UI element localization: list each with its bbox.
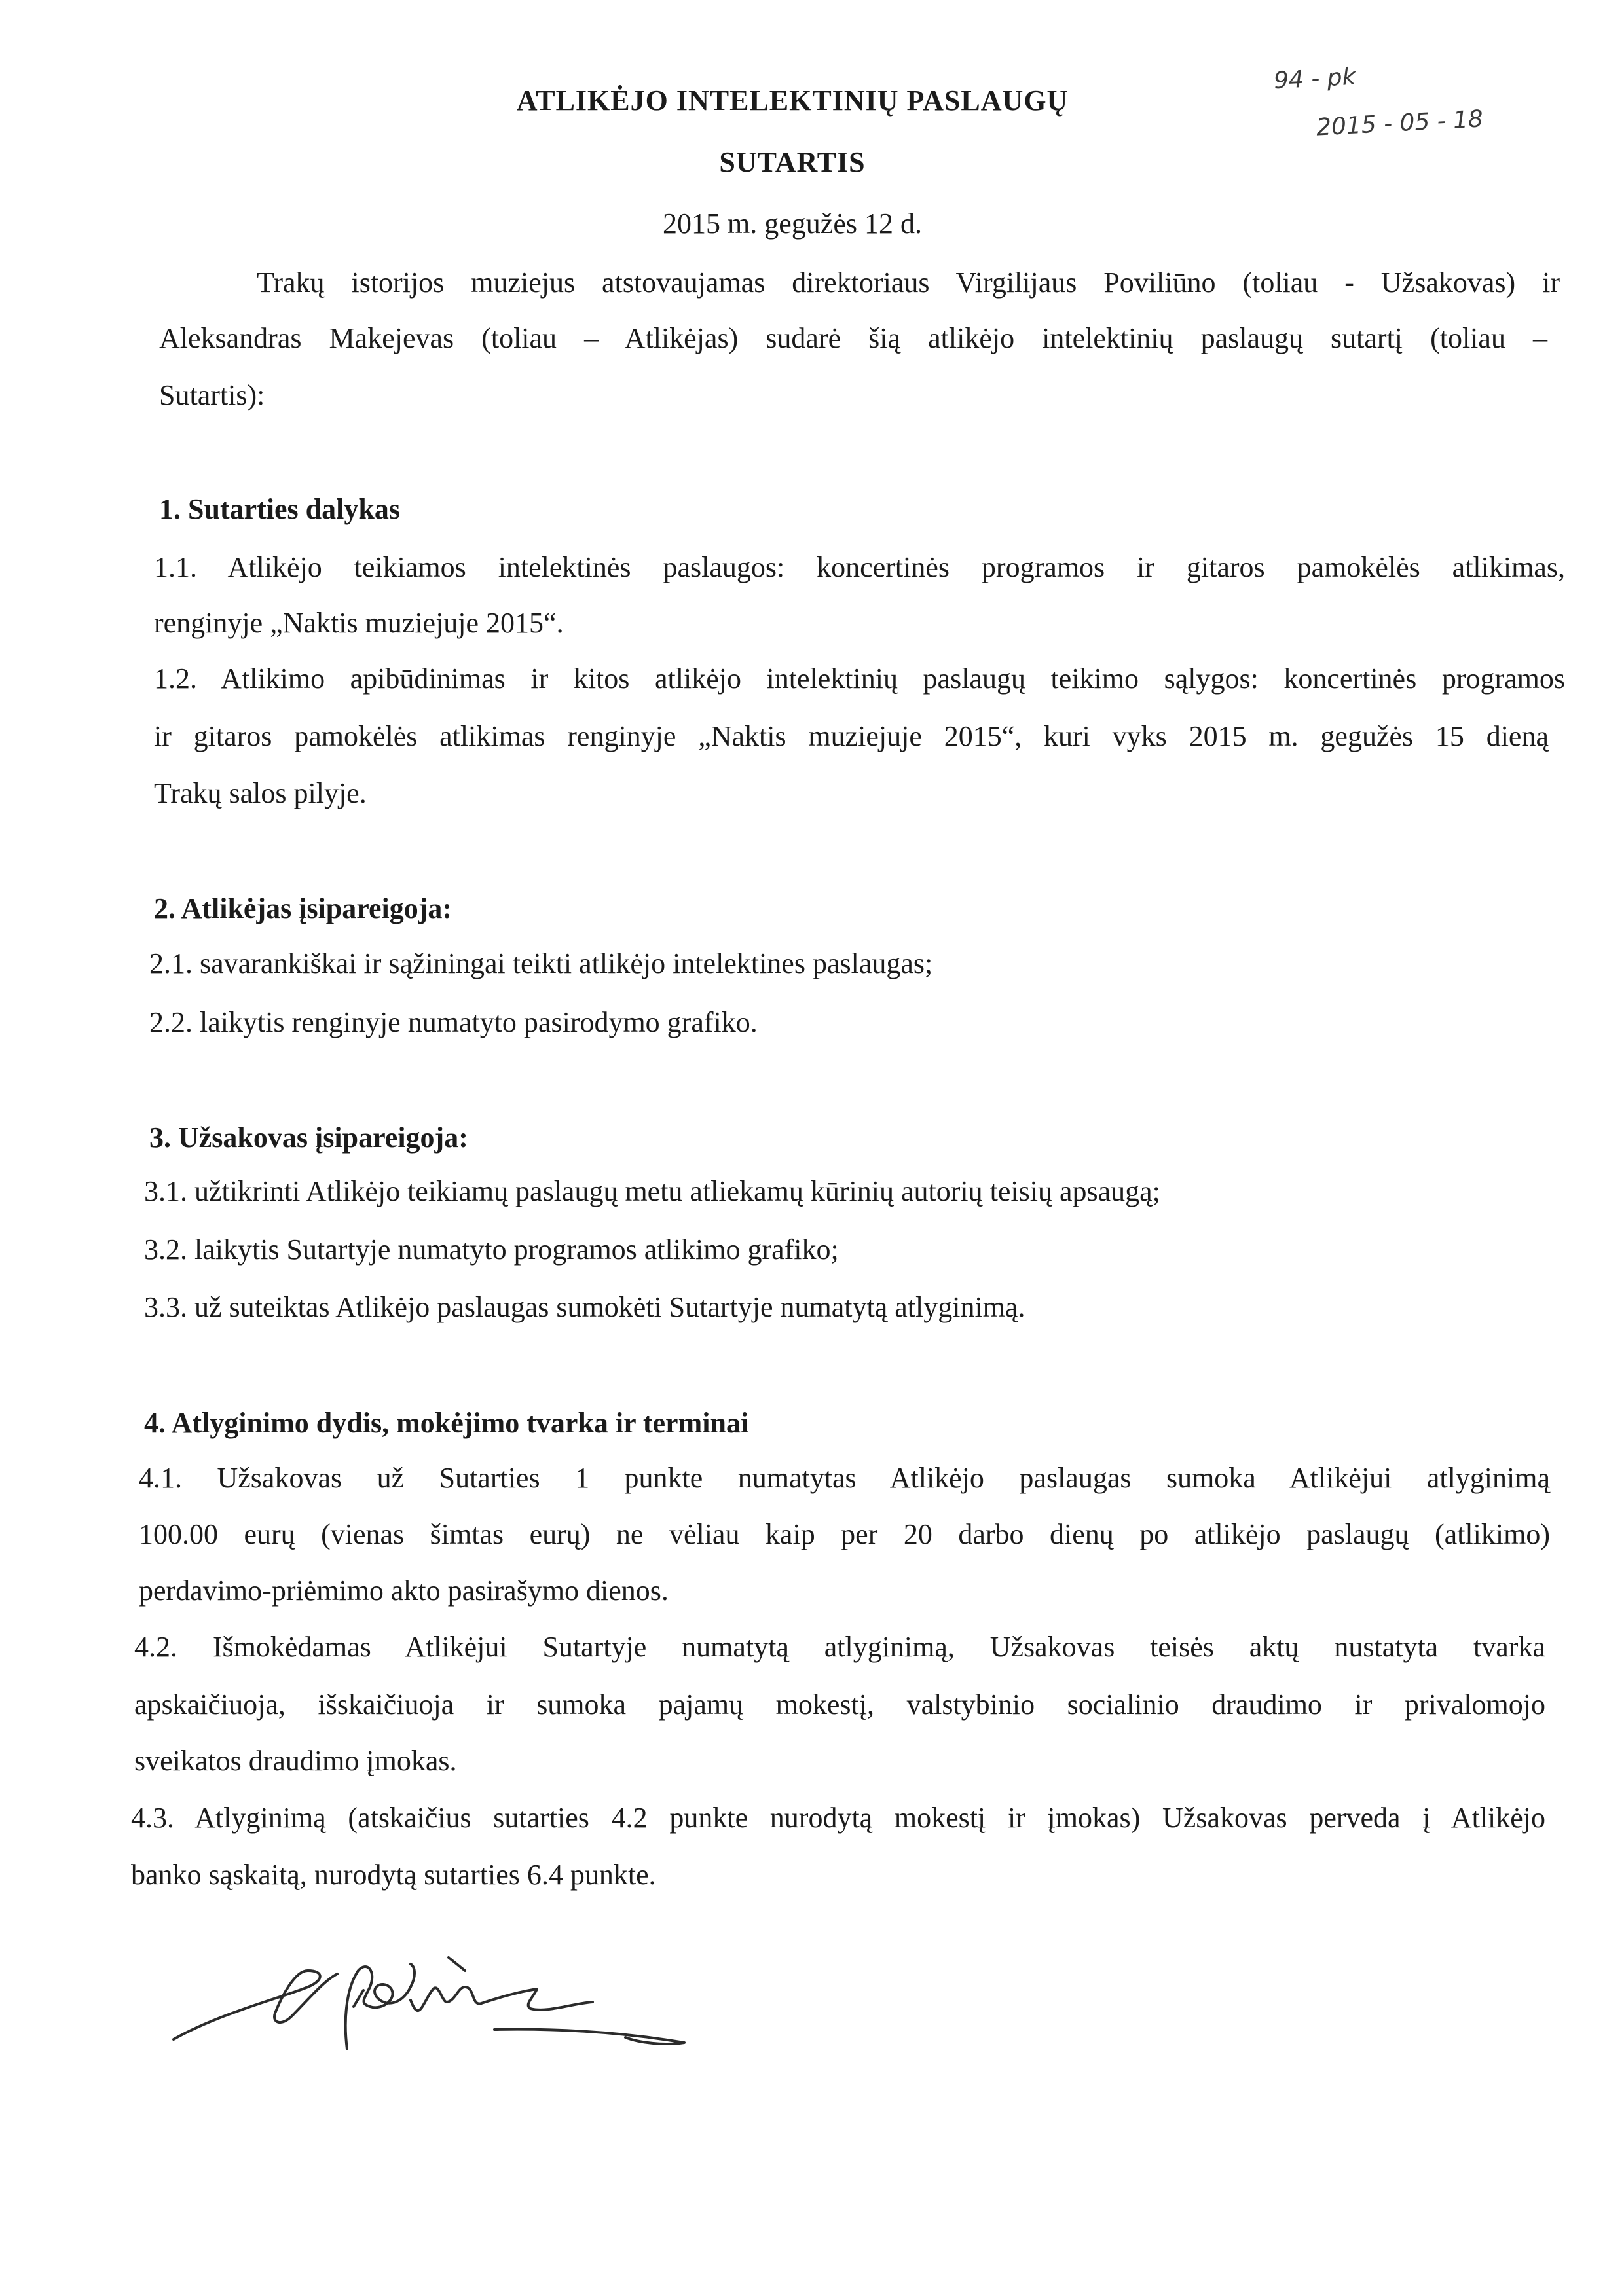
section-4-2-line-2: apskaičiuoja, išskaičiuoja ir sumoka pajamų mokestį, valstybinio socialinio draudimo ir privalomojo — [134, 1688, 1545, 1721]
section-4-2-line-1: 4.2. Išmokėdamas Atlikėjui Sutartyje numatytą atlyginimą, Užsakovas teisės aktų nustatyta tvarka — [134, 1631, 1545, 1663]
document-title-line2: SUTARTIS — [719, 146, 866, 178]
section-3-heading: 3. Užsakovas įsipareigoja: — [149, 1121, 468, 1154]
document-title-line1: ATLIKĖJO INTELEKTINIŲ PASLAUGŲ — [516, 84, 1069, 117]
section-3-1: 3.1. užtikrinti Atlikėjo teikiamų paslaugų metu atliekamų kūrinių autorių teisių apsaugą; — [144, 1175, 1160, 1207]
section-4-1-line-2: 100.00 eurų (vienas šimtas eurų) ne vėliau kaip per 20 darbo dienų po atlikėjo paslaugų (atlikimo) — [139, 1518, 1550, 1550]
section-4-1-line-1: 4.1. Užsakovas už Sutarties 1 punkte numatytas Atlikėjo paslaugas sumoka Atlikėjui atlyginimą — [139, 1462, 1550, 1494]
section-4-1-line-3: perdavimo-priėmimo akto pasirašymo dienos. — [139, 1575, 669, 1607]
handwritten-signature — [167, 1951, 730, 2082]
section-1-2-line-3: Trakų salos pilyje. — [154, 777, 367, 809]
section-2-2: 2.2. laikytis renginyje numatyto pasirodymo grafiko. — [149, 1006, 758, 1038]
section-3-2: 3.2. laikytis Sutartyje numatyto programos atlikimo grafiko; — [144, 1233, 839, 1266]
section-4-3-line-2: banko sąskaitą, nurodytą sutarties 6.4 punkte. — [131, 1859, 656, 1891]
handwritten-registration-date: 2015 - 05 - 18 — [1316, 105, 1484, 141]
intro-line-2: Aleksandras Makejevas (toliau – Atlikėjas) sudarė šią atlikėjo intelektinių paslaugų sutartį (toliau – — [159, 322, 1547, 354]
section-4-heading: 4. Atlyginimo dydis, mokėjimo tvarka ir terminai — [144, 1407, 749, 1439]
section-2-1: 2.1. savarankiškai ir sąžiningai teikti atlikėjo intelektines paslaugas; — [149, 947, 933, 979]
section-1-2-line-1: 1.2. Atlikimo apibūdinimas ir kitos atlikėjo intelektinių paslaugų teikimo sąlygos: koncertinės programos — [154, 663, 1565, 695]
section-1-2-line-2: ir gitaros pamokėlės atlikimas renginyje „Naktis muziejuje 2015“, kuri vyks 2015 m. gegužės 15 dieną — [154, 720, 1549, 752]
section-4-3-line-1: 4.3. Atlyginimą (atskaičius sutarties 4.2 punkte nurodytą mokestį ir įmokas) Užsakovas perveda į Atlikėjo — [131, 1802, 1545, 1834]
section-2-heading: 2. Atlikėjas įsipareigoja: — [154, 892, 452, 924]
section-1-heading: 1. Sutarties dalykas — [159, 493, 400, 525]
section-4-2-line-3: sveikatos draudimo įmokas. — [134, 1745, 457, 1777]
section-3-3: 3.3. už suteiktas Atlikėjo paslaugas sumokėti Sutartyje numatytą atlyginimą. — [144, 1291, 1025, 1323]
section-1-1-line-1: 1.1. Atlikėjo teikiamos intelektinės paslaugos: koncertinės programos ir gitaros pamokėlės atlikimas, — [154, 551, 1565, 583]
intro-line-3: Sutartis): — [159, 379, 265, 411]
handwritten-registration-number: 94 - pk — [1273, 63, 1357, 95]
intro-line-1: Trakų istorijos muziejus atstovaujamas direktoriaus Virgilijaus Poviliūno (toliau - Užsakovas) ir — [257, 266, 1560, 299]
section-1-1-line-2: renginyje „Naktis muziejuje 2015“. — [154, 607, 564, 639]
contract-date: 2015 m. gegužės 12 d. — [663, 208, 922, 240]
